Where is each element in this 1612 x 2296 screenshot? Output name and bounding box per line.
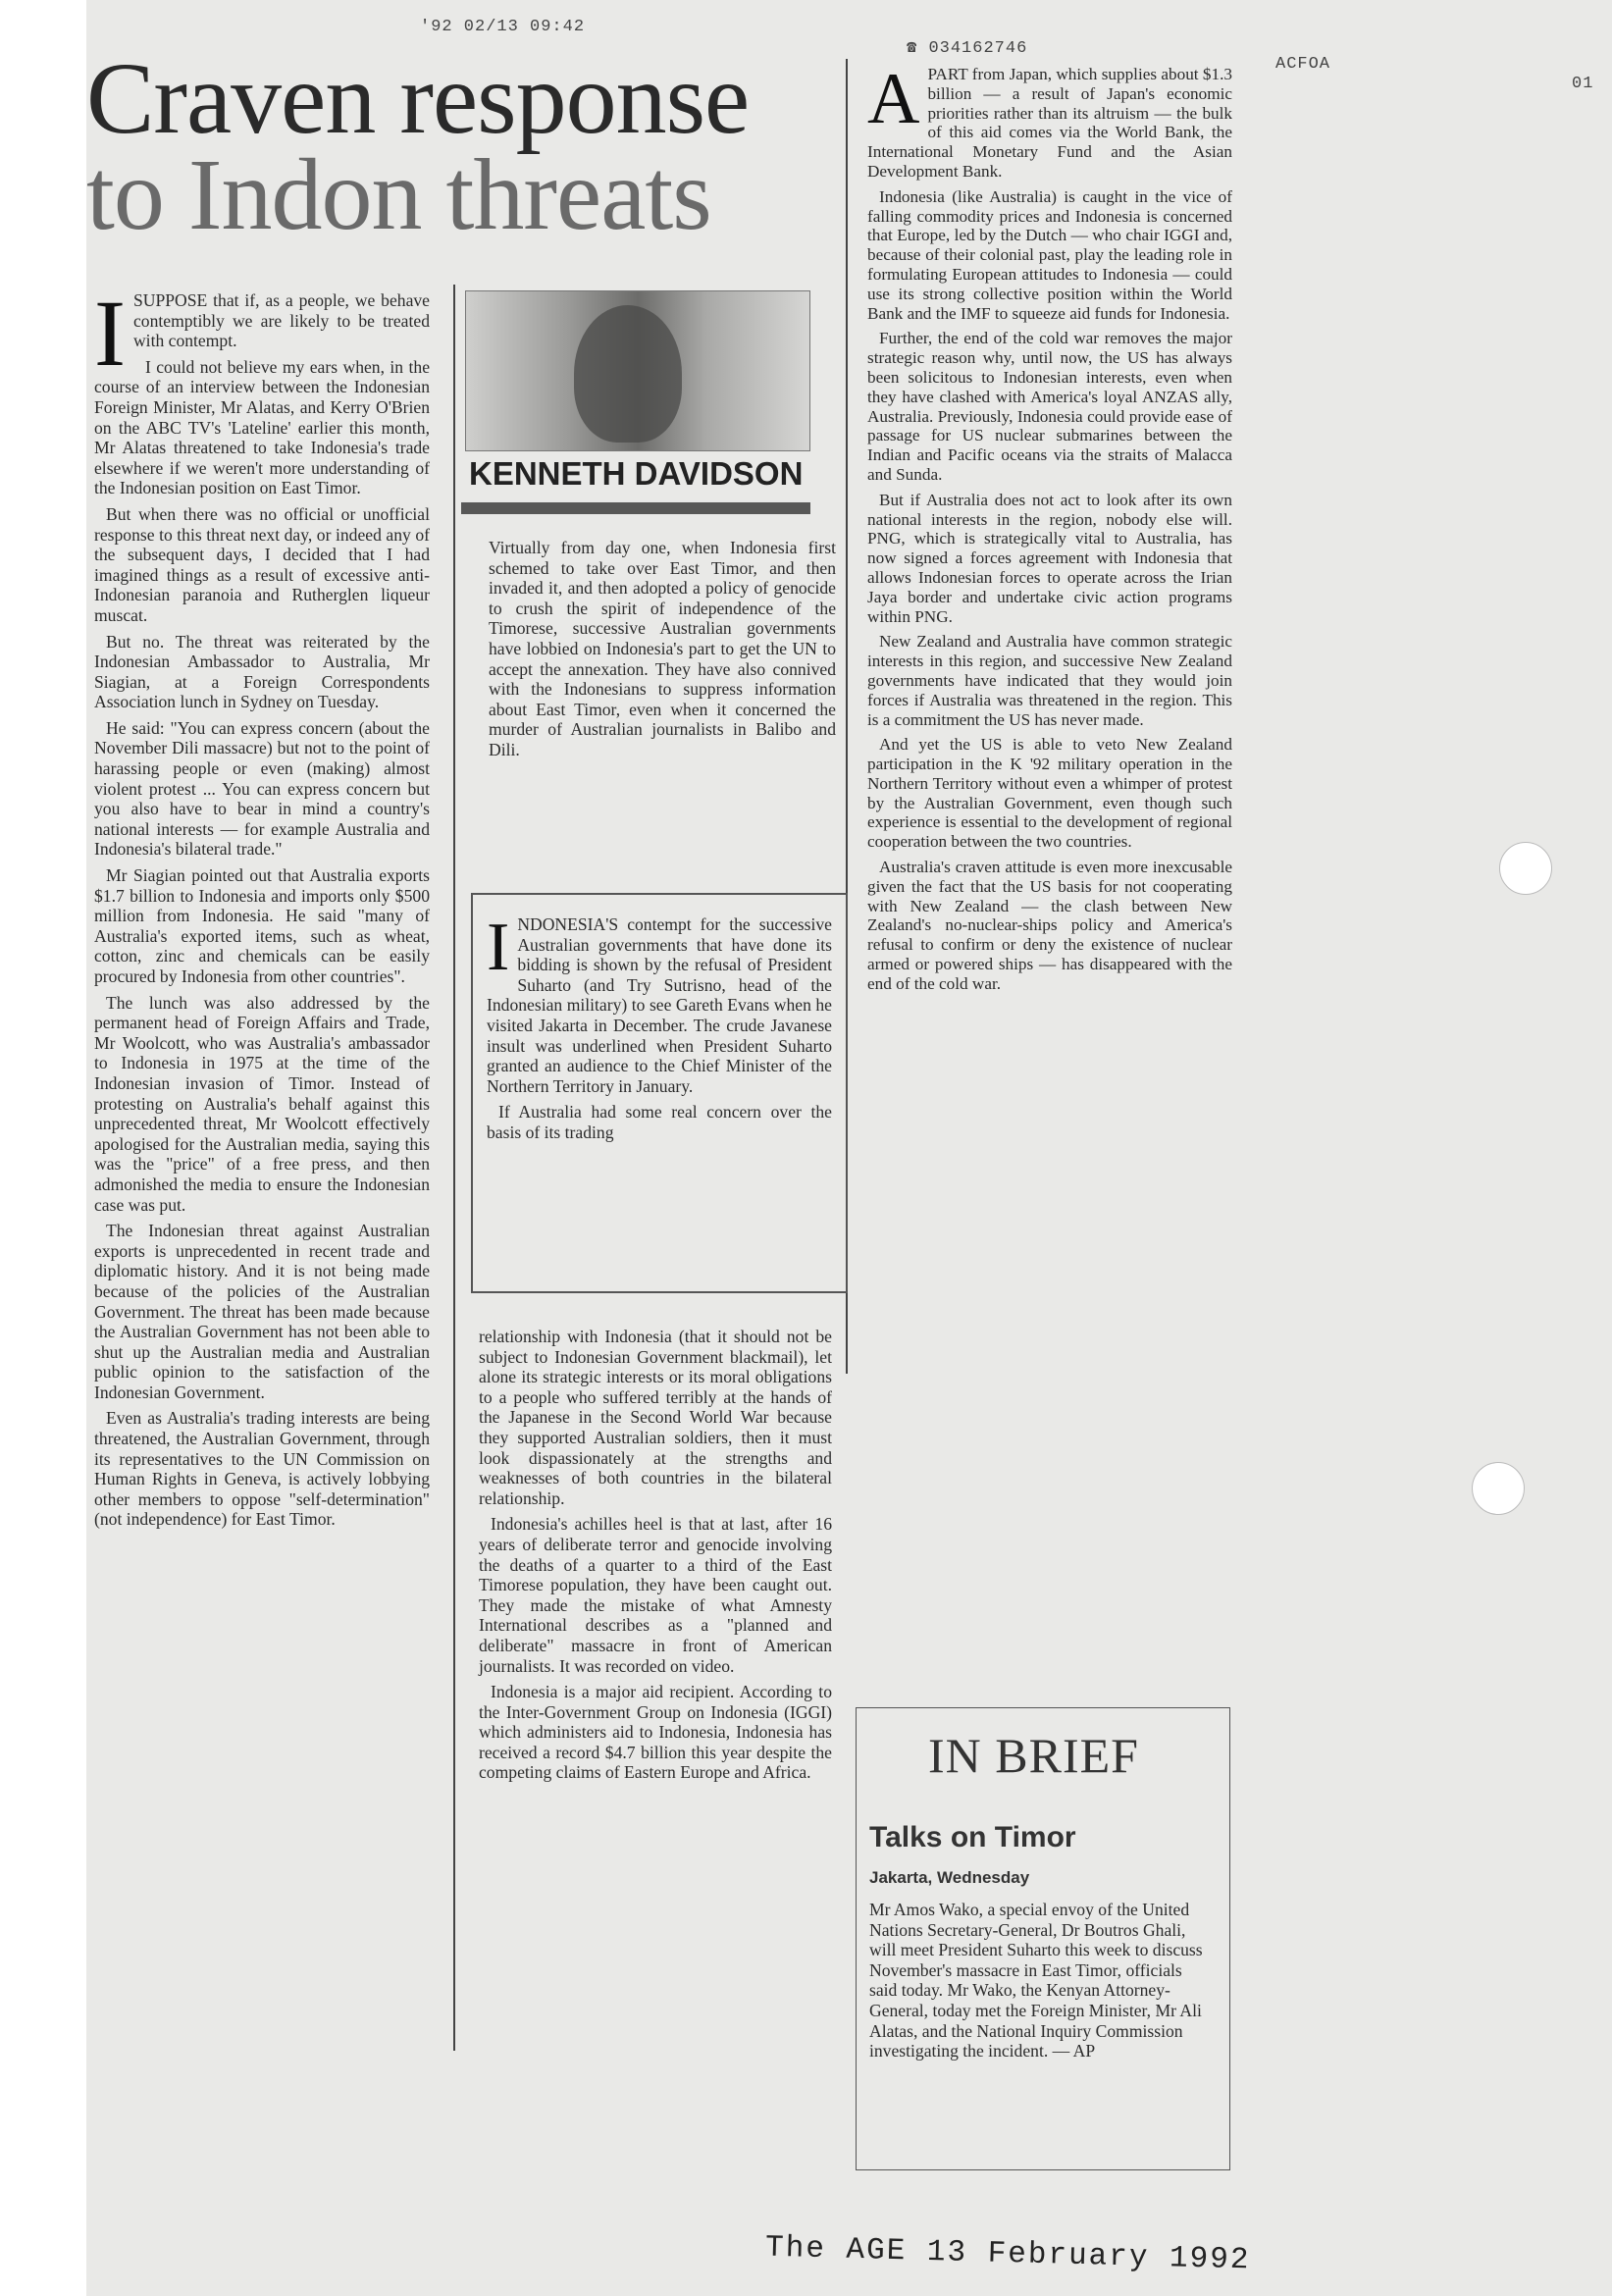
punch-hole: [1499, 842, 1552, 895]
fax-phone-line: [907, 37, 1027, 58]
paragraph: Indonesia (like Australia) is caught in the vice of falling commodity prices and Indonesia is concerned that Europe, led by the Dutch — who chair IGGI and, because of their colonial past, play the leading role in formulating European attitudes to Indonesia — could use its strong collective position within the World Bank and the IMF to squeeze aid funds for Indonesia.: [867, 186, 1232, 323]
column-1: [94, 281, 430, 1536]
fax-page-number: 01: [1572, 75, 1594, 93]
fax-phone-number: 034162746: [928, 39, 1028, 58]
headline-line-1: Craven response: [86, 42, 750, 155]
paragraph: PART from Japan, which supplies about $1.3 billion — a result of Japan's economic priorities rather than its altruism — the bulk of this aid comes via the World Bank, the International Monetary Fund and the Asian Development Bank.: [867, 65, 1232, 181]
punch-hole: [1472, 1462, 1525, 1515]
paragraph: But if Australia does not act to look after its own national interests in the region, nobody else will. PNG, which is strategically vital to Australia, has now signed a forces agreement with Indonesia that allows Indonesian forces to operate across the Irian Jaya border and undertake civic action programs within PNG.: [867, 490, 1232, 626]
source-footer: The AGE 13 February 1992: [764, 2230, 1251, 2278]
paragraph: Australia's craven attitude is even more inexcusable given the fact that the US basis for not cooperating with New Zealand — the clash between New Zealand's no-nuclear-ships policy and America's refusal to confirm or deny the existence of nuclear armed or powered ships — has disappeared with the end of the cold war.: [867, 858, 1232, 993]
paragraph: The lunch was also addressed by the permanent head of Foreign Affairs and Trade, Mr Woolcott, who was Australia's ambassador to Indonesia in 1975 at the time of the Indonesian invasion of Timor. Instead of protesting on Australia's behalf against this unprecedented threat, Mr Woolcott effectively apologised for the Australian media, saying this was the "price" of a free press, and then admonished the media to ensure the Indonesian case was put.: [94, 992, 430, 1215]
paragraph: New Zealand and Australia have common strategic interests in this region, and successive New Zealand governments have indicated that they would join forces if Australia was threatened in the region. This is a commitment the US has never made.: [867, 632, 1232, 729]
paragraph: Indonesia's achilles heel is that at last, after 16 years of deliberate terror and genocide involving the deaths of a quarter to a third of the East Timorese population, they have been caught out. They made the mistake of what Amnesty International describes as a "planned and deliberate" massacre in front of American journalists. It was recorded on video.: [479, 1514, 832, 1676]
dropcap: A: [867, 59, 920, 139]
paragraph: But no. The threat was reiterated by the Indonesian Ambassador to Australia, Mr Siagian, at a Foreign Correspondents Association lunch in Sydney on Tuesday.: [94, 631, 430, 712]
in-brief-body: [869, 1900, 1213, 2067]
paragraph: Mr Amos Wako, a special envoy of the United Nations Secretary-General, Dr Boutros Ghali, will meet President Suharto this week to discuss November's massacre in East Timor, officials said today. Mr Wako, the Kenyan Attorney-General, today met the Foreign Minister, Mr Ali Alatas, and the National Inquiry Commission investigating the incident. — AP: [869, 1900, 1203, 2061]
fax-timestamp: '92 02/13 09:42: [420, 18, 586, 36]
paragraph: relationship with Indonesia (that it should not be subject to Indonesian Government blackmail), let alone its strategic interests or its moral obligations to a people who suffered terribly at the hands of the Japanese in the Second World War because they supported Australian soldiers, then it must look dispassionately at the strengths and weaknesses of both countries in the bilateral relationship.: [479, 1327, 832, 1508]
paragraph: NDONESIA'S contempt for the successive Australian governments that have done its bidding is shown by the refusal of President Suharto (and Try Sutrisno, head of the Indonesian military) to see Gareth Evans when he visited Jakarta in December. The crude Javanese insult was underlined when President Suharto granted an audience to the Chief Minister of the Northern Territory in January.: [487, 914, 832, 1096]
column-rule-1: [453, 285, 455, 2051]
in-brief-dateline: Jakarta, Wednesday: [869, 1868, 1030, 1887]
paragraph: Mr Siagian pointed out that Australia exports $1.7 billion to Indonesia and imports only $500 million from Indonesia. He said "many of Australia's exported items, such as wheat, cotton, zinc and chemicals can be easily procured by Indonesia from other countries".: [94, 865, 430, 986]
paragraph: Indonesia is a major aid recipient. According to the Inter-Government Group on Indonesia (IGGI) which administers aid to Indonesia, Indonesia has received a record $4.7 billion this year despite the competing claims of Eastern Europe and Africa.: [479, 1682, 832, 1783]
headline: [86, 42, 832, 251]
dropcap: I: [94, 281, 126, 386]
column-3: [867, 59, 1232, 1000]
paragraph: Further, the end of the cold war removes the major strategic reason why, until now, the US has always been solicitous to Indonesian interests, even when they have clashed with America's loyal ANZAS ally, Australia. Previously, Indonesia could provide ease of passage for US nuclear submarines between the Indian and Pacific oceans via the straits of Malacca and Sunda.: [867, 329, 1232, 484]
headline-line-2: to Indon threats: [86, 138, 711, 251]
paragraph: And yet the US is able to veto New Zealand participation in the K '92 military operation in the Northern Territory without even a whimper of protest by the Australian Government, even though such experience is essential to the development of regional cooperation between the two countries.: [867, 735, 1232, 852]
paragraph: The Indonesian threat against Australian exports is unprecedented in recent trade and diplomatic history. And it is not being made because of the policies of the Australian Government. The threat has been made because the Australian Government has not been able to shut up the Australian media and Australian public opinion to the satisfaction of the Indonesian Government.: [94, 1221, 430, 1402]
byline: KENNETH DAVIDSON: [469, 455, 804, 492]
paragraph: Virtually from day one, when Indonesia first schemed to take over East Timor, and then invaded it, and then adopted a policy of genocide to crush the spirit of independence of the Timorese, successive Australian governments have lobbied on Indonesia's part to get the UN to accept the annexation. They have also connived with the Indonesians to suppress information about East Timor, even when it concerned the murder of Australian journalists in Balibo and Dili.: [489, 538, 836, 759]
paragraph: SUPPOSE that if, as a people, we behave contemptibly we are likely to be treated with contempt.: [132, 290, 430, 351]
paragraph: I could not believe my ears when, in the course of an interview between the Indonesian Foreign Minister, Mr Alatas, and Kerry O'Brien on the ABC TV's 'Lateline' earlier this month, Mr Alatas threatened to take Indonesia's trade elsewhere if we weren't more understanding of the Indonesian position on East Timor.: [94, 356, 430, 498]
phone-icon: ☎: [907, 39, 918, 58]
paragraph: But when there was no official or unofficial response to this threat next day, or indeed any of the subsequent days, I decided that I had imagined things as a result of excessive anti-Indonesian paranoia and Rutherglen liqueur muscat.: [94, 503, 430, 625]
in-brief-subhead: Talks on Timor: [869, 1821, 1076, 1853]
author-portrait-icon: [574, 305, 682, 443]
dropcap: I: [487, 910, 510, 985]
fax-sender: ACFOA: [1275, 55, 1331, 74]
paragraph: He said: "You can express concern (about the November Dili massacre) but not to the point of harassing people or even (making) almost violent protest ... You can express concern but you also have to bear in mind a country's national interests — for example Australia and Indonesia's bilateral trade.": [94, 717, 430, 860]
author-photo: [465, 290, 810, 451]
paragraph: Even as Australia's trading interests are being threatened, the Australian Government, through its representatives to the UN Commission on Human Rights in Geneva, is actively lobbying other members to oppose "self-determination" (not independence) for East Timor.: [94, 1408, 430, 1530]
in-brief-title: IN BRIEF: [928, 1728, 1139, 1783]
continuation-box-text: [487, 910, 832, 1149]
column-2-bottom: [479, 1327, 832, 1789]
paragraph: If Australia had some real concern over the basis of its trading: [487, 1102, 832, 1142]
byline-bar: [461, 502, 810, 514]
column-2-top: [489, 538, 836, 766]
